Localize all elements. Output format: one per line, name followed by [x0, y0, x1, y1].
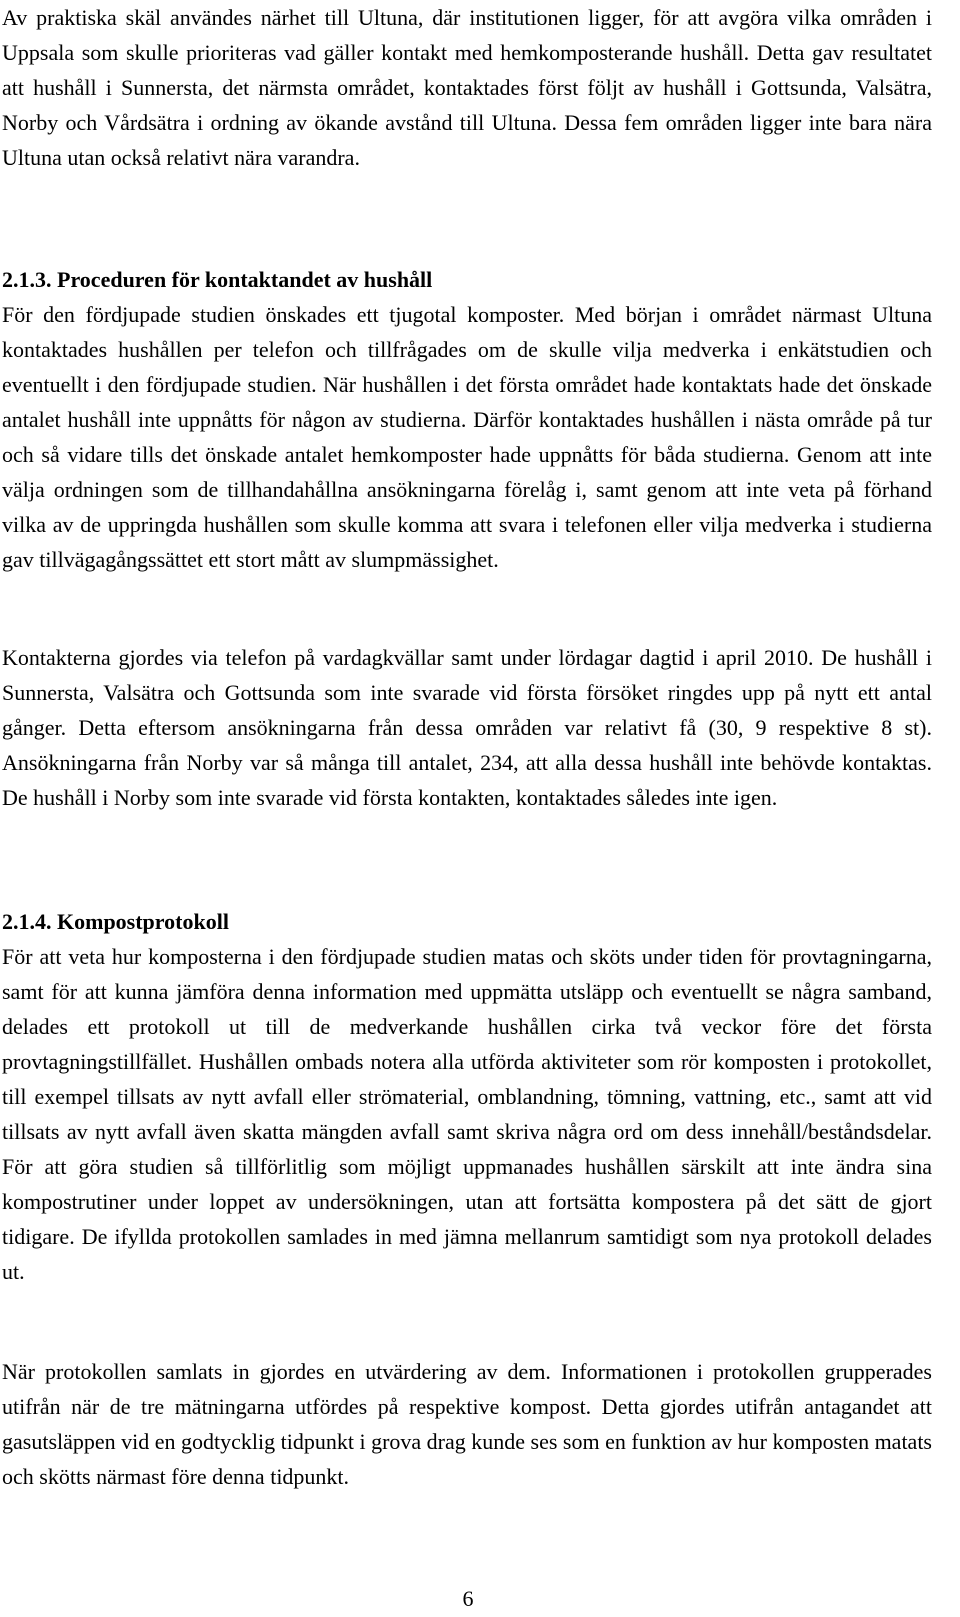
section-heading-2-1-4: 2.1.4. Kompostprotokoll: [2, 909, 229, 934]
paragraph-contact-timing: Kontakterna gjordes via telefon på vardagkvällar samt under lördagar dagtid i april 2010. De hushåll i Sunnersta, Valsätra och Gottsunda som inte svarade vid första försöket ringdes upp på nytt ett antal gånger. Detta eftersom ansökningarna från dessa områden var relativt få (30, 9 respektive 8 st). Ansökningarna från Norby var så många till antalet, 234, att alla dessa hushåll inte behövde kontaktas. De hushåll i Norby som inte svarade vid första kontakten, kontaktades således inte igen.: [2, 645, 932, 810]
paragraph-contact-procedure: För den fördjupade studien önskades ett tjugotal komposter. Med början i området närmast Ultuna kontaktades hushållen per telefon och tillfrågades om de skulle vilja medverka i enkätstudien och eventuellt i den fördjupade studien. När hushållen i det första området hade kontaktats hade det önskade antalet hushåll inte uppnåtts för någon av studierna. Därför kontaktades hushållen i nästa område på tur och så vidare tills det önskade antalet hemkomposter hade uppnåtts för båda studierna. Genom att inte välja ordningen som de tillhandahållna ansökningarna förelåg i, samt genom att inte veta på förhand vilka av de uppringda hushållen som skulle komma att svara i telefonen eller vilja medverka i studierna gav tillvägagångssättet ett stort mått av slumpmässighet.: [2, 302, 932, 572]
page-number: 6: [462, 1586, 474, 1611]
paragraph-compost-protocol: För att veta hur komposterna i den fördjupade studien matas och sköts under tiden för provtagningarna, samt för att kunna jämföra denna information med uppmätta utsläpp och eventuellt se några samband, delades ett protokoll ut till de medverkande hushållen cirka två veckor före det första provtagningstillfället. Hushållen ombads notera alla utförda aktiviteter som rör komposten i protokollet, till exempel tillsats av nytt avfall eller strömaterial, omblandning, tömning, vattning, etc., samt att vid tillsats av nytt avfall även skatta mängden avfall samt skriva några ord om dess innehåll/beståndsdelar. För att göra studien så tillförlitlig som möjligt uppmanades hushållen särskilt att inte ändra sina kompostrutiner under loppet av undersökningen, utan att fortsätta kompostera på det sätt de gjort tidigare. De ifyllda protokollen samlades in med jämna mellanrum samtidigt som nya protokoll delades ut.: [2, 944, 932, 1284]
section-heading-2-1-3: 2.1.3. Proceduren för kontaktandet av hushåll: [2, 267, 433, 292]
paragraph-protocol-evaluation: När protokollen samlats in gjordes en utvärdering av dem. Informationen i protokollen grupperades utifrån när de tre mätningarna utfördes på respektive kompost. Detta gjordes utifrån antagandet att gasutsläppen vid en godtycklig tidpunkt i grova drag kunde ses som en funktion av hur komposten matats och skötts närmast före denna tidpunkt.: [2, 1359, 932, 1489]
paragraph-proximity-ultuna: Av praktiska skäl användes närhet till Ultuna, där institutionen ligger, för att avgöra vilka områden i Uppsala som skulle prioriteras vad gäller kontakt med hemkomposterande hushåll. Detta gav resultatet att hushåll i Sunnersta, det närmsta området, kontaktades först följt av hushåll i Gottsunda, Valsätra, Norby och Vårdsätra i ordning av ökande avstånd till Ultuna. Dessa fem områden ligger inte bara nära Ultuna utan också relativt nära varandra.: [2, 5, 932, 170]
